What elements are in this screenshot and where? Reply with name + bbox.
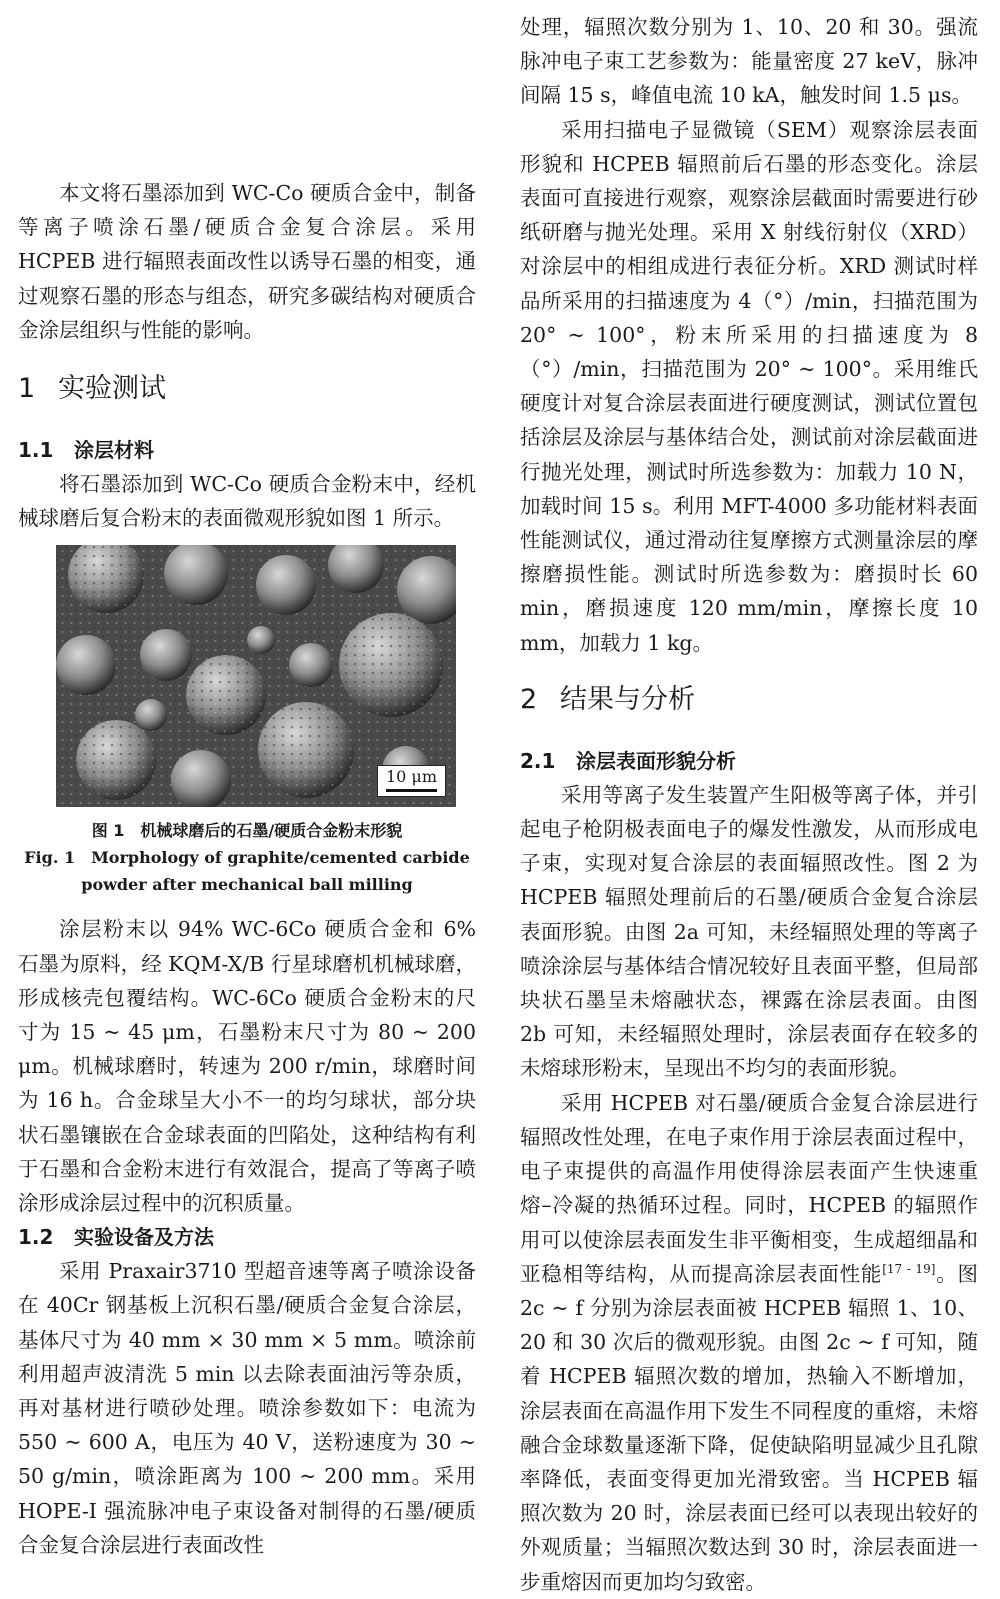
section-2-heading: [520, 680, 978, 720]
figure-1-caption-en-line-1: Fig. 1 Morphology of graphite/cemented carbide: [24, 848, 470, 868]
subsection-2-1-title: 涂层表面形貌分析: [576, 748, 736, 773]
subsection-1-2-number: 1.2: [18, 1225, 54, 1250]
section-1-heading: [18, 369, 476, 409]
section-1-title: 实验测试: [58, 373, 166, 405]
left-column: [18, 0, 476, 1562]
paragraph-1-2: 采用 Praxair3710 型超音速等离子喷涂设备在 40Cr 钢基板上沉积石墨/硬质合金复合涂层，基体尺寸为 40 mm × 30 mm × 5 mm。喷涂前利用超声波清洗 5 min 以去除表面油污等杂质，再对基材进行喷砂处理。喷涂参数如下：电流为 550 ~ 600 A，电压为 40 V，送粉速度为 30 ~ 50 g/min，喷涂距离为 100 ~ 200 mm。采用 HOPE-I 强流脉冲电子束设备对制得的石墨/硬质合金复合涂层进行表面改性: [18, 1259, 476, 1557]
subsection-1-2-heading: [18, 1220, 476, 1254]
figure-1-sem-image: [56, 545, 456, 807]
subsection-1-2-title: 实验设备及方法: [74, 1225, 214, 1250]
scale-bar-line: [386, 789, 437, 792]
citation-17-19: [17 - 19]: [882, 1261, 936, 1276]
figure-1-caption-cn: 图 1 机械球磨后的石墨/硬质合金粉末形貌: [91, 821, 403, 841]
right-column: [520, 0, 978, 1599]
paragraph-1-2-continued: 处理，辐照次数分别为 1、10、20 和 30。强流脉冲电子束工艺参数为：能量密度 27 keV，脉冲间隔 15 s，峰值电流 10 kA，触发时间 1.5 μs。: [520, 15, 978, 108]
paragraph-2-1b: [520, 1086, 978, 1599]
paragraph-1-1: 将石墨添加到 WC-Co 硬质合金粉末中，经机械球磨后复合粉末的表面微观形貌如图 1 所示。: [18, 472, 476, 531]
paragraph-2-1: 采用等离子发生装置产生阳极等离子体，并引起电子枪阴极表面电子的爆发性激发，从而形成电子束，实现对复合涂层的表面辐照改性。图 2 为 HCPEB 辐照处理前后的石墨/硬质合金复合涂层表面形貌。由图 2a 可知，未经辐照处理的等离子喷涂涂层与基体结合情况较好且表面平整，但局部块状石墨呈未熔融状态，裸露在涂层表面。由图 2b 可知，未经辐照处理时，涂层表面存在较多的未熔球形粉末，呈现出不均匀的表面形貌。: [520, 782, 978, 1081]
subsection-1-1-title: 涂层材料: [74, 438, 154, 463]
paragraph-test-methods: 采用扫描电子显微镜（SEM）观察涂层表面形貌和 HCPEB 辐照前后石墨的形态变化。涂层表面可直接进行观察，观察涂层截面时需要进行砂纸研磨与抛光处理。采用 X 射线衍射仪（XRD）对涂层中的相组成进行表征分析。XRD 测试时样品所采用的扫描速度为 4（°）/min，扫描范围为 20° ~ 100°，粉末所采用的扫描速度为 8（°）/min，扫描范围为 20° ~ 100°。采用维氏硬度计对复合涂层表面进行硬度测试，测试位置包括涂层及涂层与基体结合处，测试前对涂层截面进行抛光处理，测试时所选参数为：加载力 10 N，加载时间 15 s。利用 MFT-4000 多功能材料表面性能测试仪，通过滑动往复摩擦方式测量涂层的摩擦磨损性能。测试时所选参数为：磨损时长 60 min，磨损速度 120 mm/min，摩擦长度 10 mm，加载力 1 kg。: [520, 117, 978, 655]
paragraph-2-1b-part-2: 。图 2c ~ f 分别为涂层表面被 HCPEB 辐照 1、10、20 和 30 次后的微观形貌。由图 2c ~ f 可知，随着 HCPEB 辐照次数的增加，热输入不断增加，涂层表面在高温作用下发生不同程度的重熔，未熔融合金球数量逐渐下降，促使缺陷明显减少且孔隙率降低，表面变得更加光滑致密。当 HCPEB 辐照次数为 20 时，涂层表面已经可以表现出较好的外观质量；当辐照次数达到 30 时，涂层表面进一步重熔因而更加均匀致密。: [520, 1261, 979, 1594]
paragraph-2-1b-part-1: 采用 HCPEB 对石墨/硬质合金复合涂层进行辐照改性处理，在电子束作用于涂层表面过程中，电子束提供的高温作用使得涂层表面产生快速重熔–冷凝的热循环过程。同时，HCPEB 的辐照作用可以使涂层表面发生非平衡相变，生成超细晶和亚稳相等结构，从而提高涂层表面性能: [520, 1090, 978, 1286]
paragraph-1-1b: 涂层粉末以 94% WC-6Co 硬质合金和 6% 石墨为原料，经 KQM-X/B 行星球磨机机械球磨，形成核壳包覆结构。WC-6Co 硬质合金粉末的尺寸为 15 ~ 45 μm，石墨粉末尺寸为 80 ~ 200 μm。机械球磨时，转速为 200 r/min，球磨时间为 16 h。合金球呈大小不一的均匀球状，部分块状石墨镶嵌在合金球表面的凹陷处，这种结构有利于石墨和合金粉末进行有效混合，提高了等离子喷涂形成涂层过程中的沉积质量。: [18, 917, 476, 1216]
subsection-1-1-heading: [18, 433, 476, 467]
section-1-number: 1: [18, 373, 36, 405]
figure-1-caption-en-line-2: powder after mechanical ball milling: [81, 875, 413, 895]
subsection-2-1-number: 2.1: [520, 748, 556, 773]
scale-bar-label: 10 μm: [385, 767, 437, 787]
subsection-1-1-number: 1.1: [18, 438, 54, 463]
section-2-title: 结果与分析: [560, 683, 695, 715]
intro-paragraph: 本文将石墨添加到 WC-Co 硬质合金中，制备等离子喷涂石墨/硬质合金复合涂层。采用 HCPEB 进行辐照表面改性以诱导石墨的相变，通过观察石墨的形态与组态，研究多碳结构对硬质合金涂层组织与性能的影响。: [18, 181, 476, 342]
subsection-2-1-heading: [520, 744, 978, 778]
section-2-number: 2: [520, 683, 538, 715]
scale-bar: [377, 765, 446, 797]
